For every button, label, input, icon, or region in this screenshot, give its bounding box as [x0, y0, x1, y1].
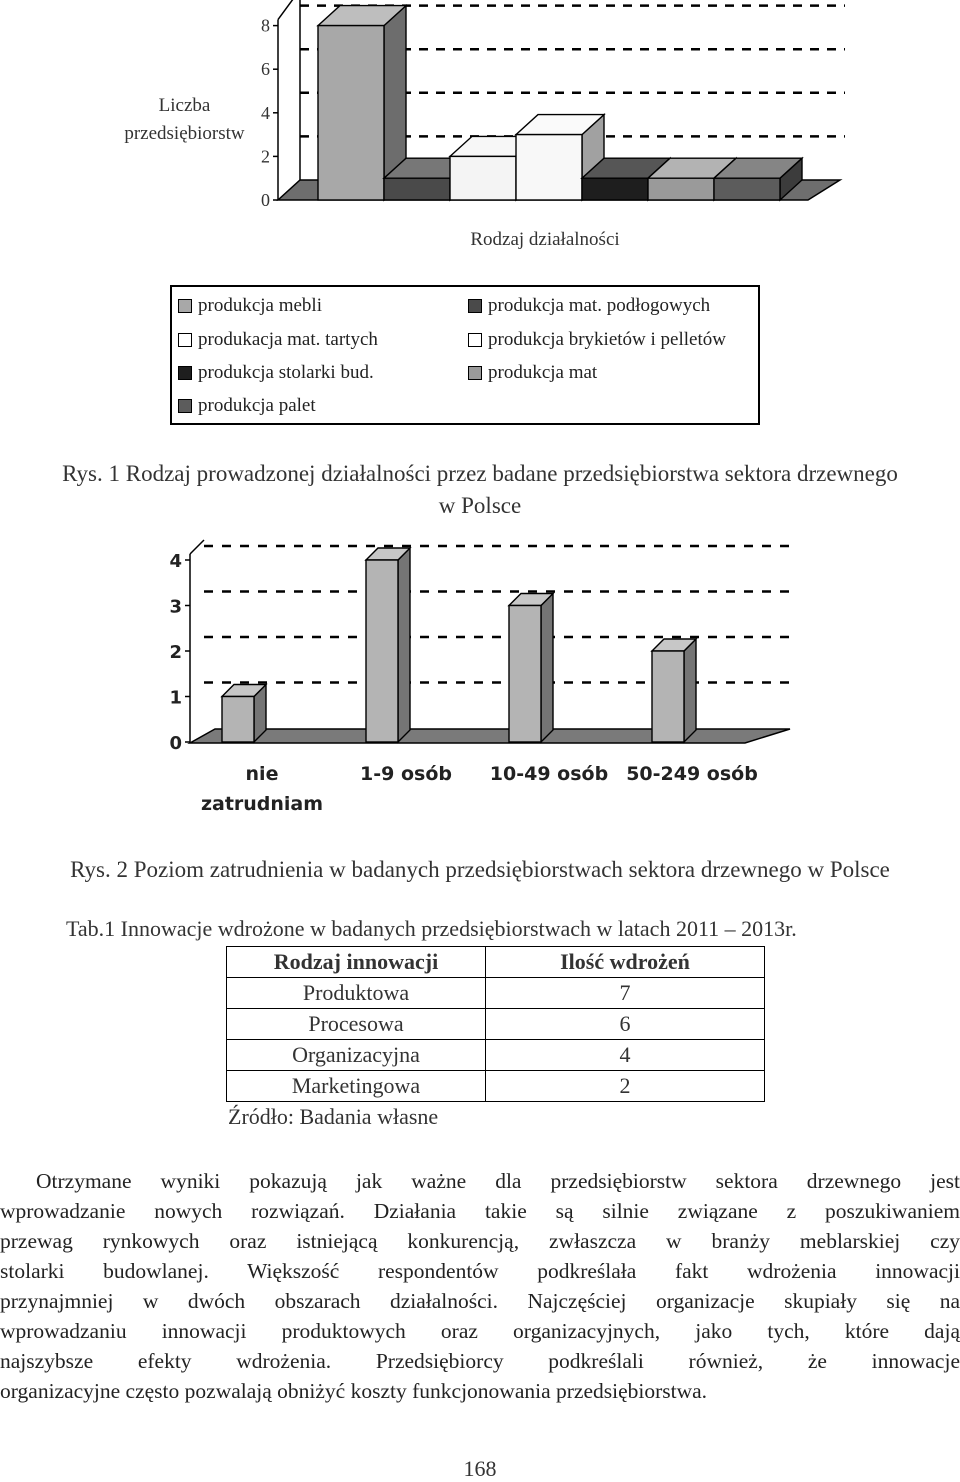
- paragraph-line: wprowadzanie nowych rozwiązań. Działania takie są silnie związane z poszukiwaniem: [0, 1199, 960, 1223]
- legend-swatch: [178, 333, 192, 347]
- chart1-bar: [450, 156, 516, 200]
- chart1-bar: [648, 178, 714, 200]
- legend-item-tartych: [178, 329, 378, 351]
- figure1-caption: [0, 458, 960, 522]
- chart1-bar: [318, 26, 384, 200]
- legend-item-mat: [468, 362, 597, 384]
- chart2-axis-cap: [190, 540, 204, 554]
- paragraph-line: stolarki budowlanej. Większość respondentów podkreślała fakt wdrożenia innowacji: [0, 1259, 960, 1283]
- body-paragraph: [0, 1166, 960, 1406]
- legend-item-podlogowych: [468, 295, 710, 317]
- chart2-category-label: 10-49 osób: [489, 763, 609, 785]
- chart1-tick-label: 2: [261, 146, 270, 167]
- chart1-legend: [170, 285, 760, 425]
- legend-item-palet: [178, 395, 316, 417]
- chart2-bar-side: [684, 639, 696, 742]
- table-cell: Procesowa: [227, 1009, 486, 1040]
- table-header-cell: Rodzaj innowacji: [227, 947, 486, 978]
- paragraph-line: organizacyjne często pozwalają obniżyć koszty funkcjonowania przedsiębiorstwa.: [0, 1379, 708, 1403]
- chart1-bar: [582, 178, 648, 200]
- chart2-bar: [509, 606, 541, 743]
- chart1-bar: [384, 178, 450, 200]
- table-cell: Produktowa: [227, 978, 486, 1009]
- table-cell: 2: [486, 1071, 765, 1102]
- chart2-tick-label: 0: [169, 733, 182, 754]
- chart2-bar-side: [398, 548, 410, 742]
- chart2-tick-label: 2: [169, 642, 182, 663]
- chart2-tick-label: 4: [169, 551, 182, 572]
- chart2-bar: [366, 560, 398, 742]
- legend-label: produkcja brykietów i pelletów: [488, 329, 726, 350]
- legend-item-produkcja-mebli: [178, 295, 322, 317]
- figure1-caption-line1: Rys. 1 Rodzaj prowadzonej działalności przez badane przedsiębiorstwa sektora drzewnego: [62, 461, 898, 486]
- legend-swatch: [468, 366, 482, 380]
- table-header-cell: Ilość wdrożeń: [486, 947, 765, 978]
- chart2-bar-side: [541, 594, 553, 743]
- table-row: [227, 1009, 765, 1040]
- legend-swatch: [468, 299, 482, 313]
- paragraph-line: Otrzymane wyniki pokazują jak ważne dla przedsiębiorstw sektora drzewnego jest: [36, 1169, 960, 1193]
- paragraph-line: wprowadzaniu innowacji produktowych oraz organizacyjnych, jako tych, które dają: [0, 1319, 960, 1343]
- chart1-xlabel: Rodzaj działalności: [470, 229, 620, 250]
- table-cell: 6: [486, 1009, 765, 1040]
- chart1-tick-label: 6: [261, 59, 270, 80]
- chart1-ylabel-line1: Liczba: [158, 95, 211, 116]
- legend-label: produkcja stolarki bud.: [198, 362, 374, 383]
- table-cell: 4: [486, 1040, 765, 1071]
- legend-swatch: [178, 366, 192, 380]
- legend-swatch: [468, 333, 482, 347]
- chart2-tick-label: 3: [169, 596, 182, 618]
- table-row: [227, 1071, 765, 1102]
- legend-label: produkcja mebli: [198, 295, 322, 316]
- page-number: 168: [463, 1456, 497, 1481]
- legend-swatch: [178, 399, 192, 413]
- chart2-svg: [0, 530, 960, 830]
- table-cell: 7: [486, 978, 765, 1009]
- chart1-tick-label: 8: [261, 15, 270, 36]
- chart2-bar: [652, 651, 684, 742]
- table-cell: Marketingowa: [227, 1071, 486, 1102]
- chart1-ylabel-line2: przedsiębiorstw: [124, 123, 245, 144]
- chart2-category-label: zatrudniam: [200, 793, 324, 815]
- legend-swatch: [178, 299, 192, 313]
- table-header-row: [227, 947, 765, 978]
- table-title: Tab.1 Innowacje wdrożone w badanych przedsiębiorstwach w latach 2011 – 2013r.: [66, 916, 797, 941]
- chart2-tick-label: 1: [169, 687, 182, 709]
- paragraph-line: najszybsze efekty wdrożenia. Przedsiębiorcy podkreślali również, że innowacje: [0, 1349, 960, 1373]
- table-cell: Organizacyjna: [227, 1040, 486, 1071]
- chart2-category-label: 50-249 osób: [626, 763, 758, 785]
- chart2-category-label: 1-9 osób: [360, 763, 452, 785]
- chart1-axis-cap: [278, 0, 300, 20]
- figure1-caption-line2: w Polsce: [438, 493, 522, 518]
- legend-label: produkcja palet: [198, 395, 316, 416]
- table-row: [227, 978, 765, 1009]
- chart2-category-label: nie: [245, 763, 279, 785]
- chart1-bar: [714, 178, 780, 200]
- chart1-tick-label: 0: [261, 190, 270, 210]
- innovation-table: [226, 946, 765, 1102]
- legend-label: produkcja mat. podłogowych: [488, 295, 711, 316]
- paragraph-line: przewag rynkowych oraz istniejącą konkurencją, zwłaszcza w branży meblarskiej czy: [0, 1229, 960, 1253]
- table-source: Źródło: Badania własne: [228, 1104, 439, 1129]
- chart2-floor: [190, 729, 790, 743]
- legend-label: produkacja mat. tartych: [198, 329, 378, 350]
- legend-item-brykietow: [468, 329, 726, 351]
- chart1-bar: [516, 135, 582, 200]
- paragraph-line: przynajmniej w dwóch obszarach działalności. Najczęściej organizacje skupiały się na: [0, 1289, 960, 1313]
- chart2-bar: [222, 697, 254, 743]
- chart1-tick-label: 4: [261, 102, 270, 123]
- table-row: [227, 1040, 765, 1071]
- chart1-svg: [0, 0, 960, 260]
- figure2-caption: Rys. 2 Poziom zatrudnienia w badanych przedsiębiorstwach sektora drzewnego w Polsce: [70, 857, 890, 882]
- legend-label: produkcja mat: [488, 362, 598, 383]
- legend-item-stolarki: [178, 362, 374, 384]
